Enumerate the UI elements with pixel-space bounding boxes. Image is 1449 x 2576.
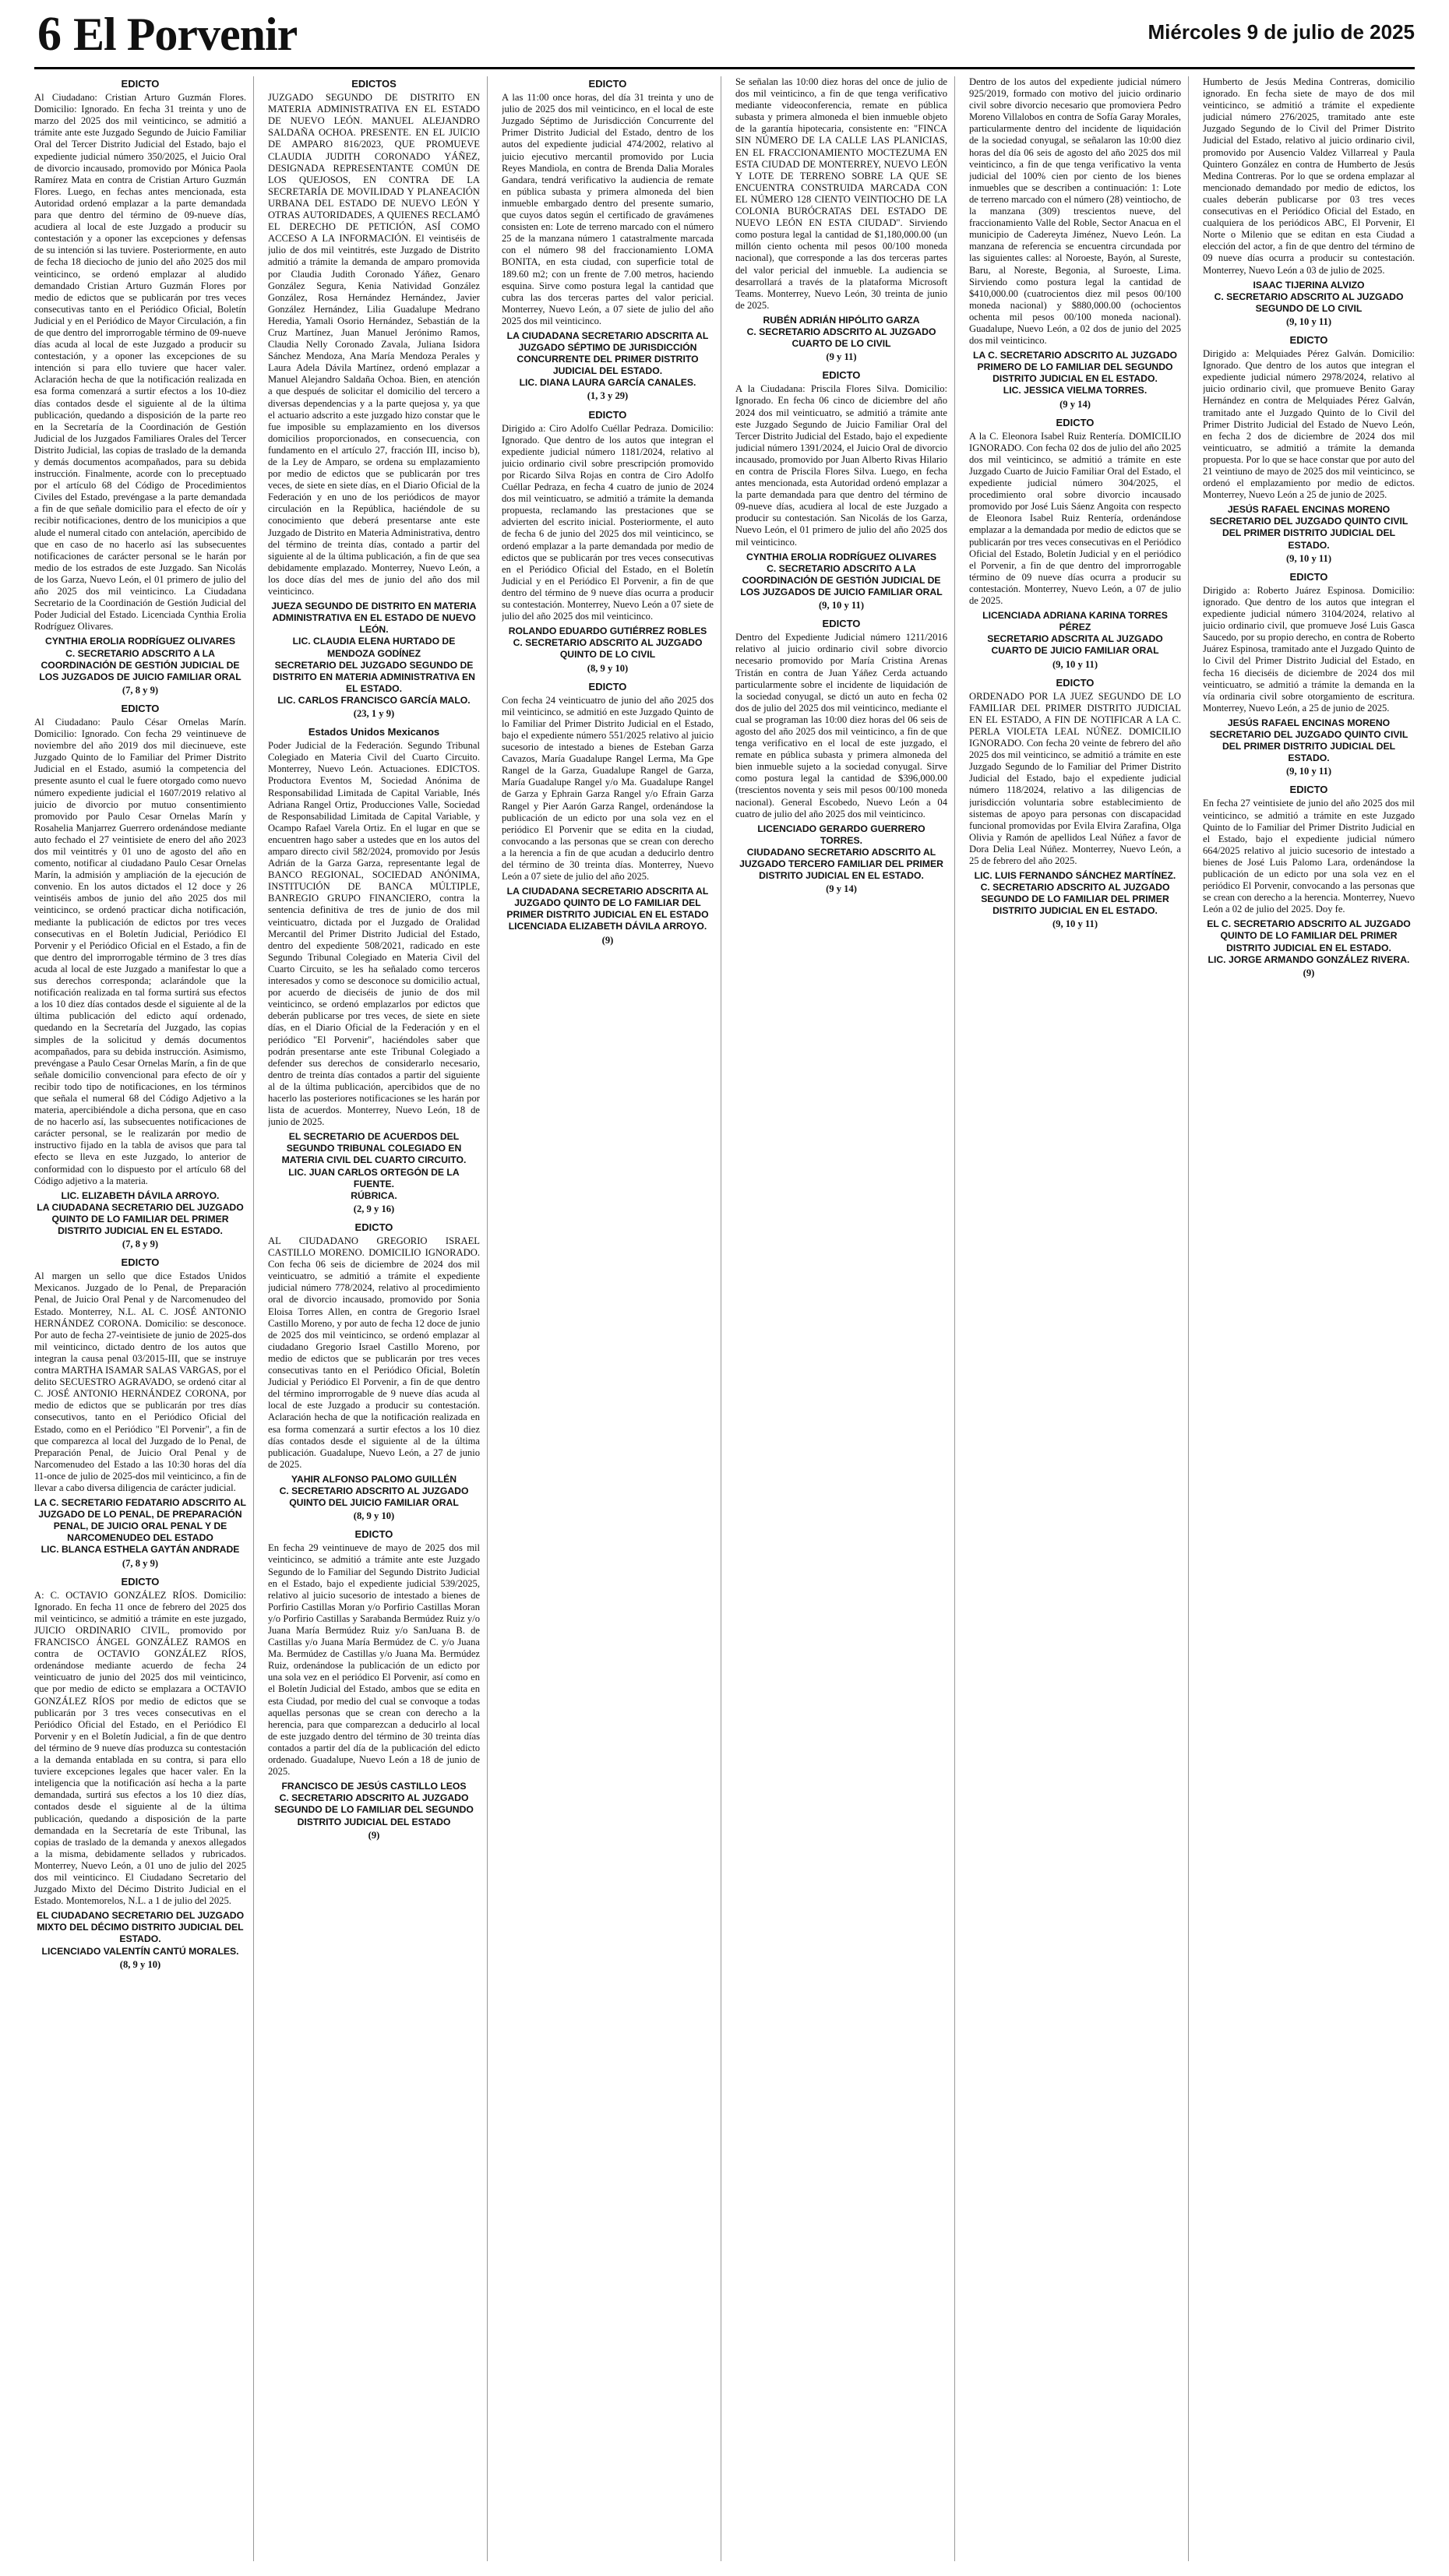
edict-body: ORDENADO POR LA JUEZ SEGUNDO DE LO FAMILIAR DEL PRIMER DISTRITO JUDICIAL EN EL ESTADO, A FIN DE NOTIFICAR A LA C. PERLA VIOLETA LEAL NÚÑEZ. DOMICILIO IGNORADO. Con fecha 20 veinte de febrero del año 2025 dos mil veinticinco, se admitió a trámite en este Juzgado Segundo de lo Familiar del Primer Distrito Judicial del Estado, bajo el expediente judicial número 118/2024, relativo a las diligencias de jurisdicción voluntaria sobre establecimiento de sistemas de apoyo para personas con discapacidad funcional promovidas por Evila Elvira Zarafina, Olga Olivia y Ramón de apellidos Leal Núñez a favor de Dora Delia Leal Núñez. Monterrey, Nuevo León, a 25 de febrero del año 2025. [969,690,1181,866]
edict-body: En fecha 27 veintisiete de junio del año 2025 dos mil veinticinco, se admitió a trámite en este Juzgado Quinto de lo Familiar del Primer Distrito Judicial en el Estado, bajo el expediente judicial número 664/2025 relativo al juicio sucesorio de intestado a bienes de José Luis Palomo Lara, ordenándose la publicación de un edicto por una sola vez en el periódico El Porvenir, convocando a las personas que se crean con derecho a la herencia. Monterrey, Nuevo León a 02 de julio del 2025. Doy fe. [1203,798,1415,915]
edict-body: En fecha 29 veintinueve de mayo de 2025 dos mil veinticinco, se admitió a trámite ante este Juzgado Segundo de lo Familiar del Segundo Distrito Judicial en el Estado, bajo el expediente judicial 539/2025, relativo al juicio sucesorio de intestado a bienes de Porfirio Castillas Moran y/o Porfirio Castillas Moran y/o Porfirio Castillas y Sarabanda Bermúdez Ruiz y/o Juana María Bermúdez Ruiz y/o SanJuana B. de Castillas y/o Juana María Bermúdez de C. y/o Juana Ma. Bermúdez de Castillas y/o Juana Ma. Bermúdez Ruiz, ordenándose la publicación de un edicto por una sola vez en el periódico El Porvenir, así como en el Boletín Judicial del Estado, ambos que se edita en esta Ciudad, por medio del cual se convoque a todas aquellas personas que se crean con derecho a la herencia, para que comparezcan a deducirlo al local de este juzgado dentro del término de 30 treinta días contados a partir del día de la publicación del edicto ordenado. Guadalupe, Nuevo León a 18 de junio de 2025. [268,1542,480,1778]
edict-signature: EL SECRETARIO DE ACUERDOS DEL SEGUNDO TRIBUNAL COLEGIADO EN MATERIA CIVIL DEL CUARTO CIRCUITO. LIC. JUAN CARLOS ORTEGÓN DE LA FUENTE. RÚBRICA. [281,1131,467,1201]
edict-publication-ref: (1, 3 y 29) [587,390,629,402]
edict-notice [969,677,1181,931]
edict-publication-ref: (8, 9 y 10) [587,662,629,674]
edict-publication-ref: (9 y 14) [1059,398,1091,410]
edict-notice [1203,784,1415,979]
edict-signature: EL CIUDADANO SECRETARIO DEL JUZGADO MIXTO DEL DÉCIMO DISTRITO JUDICIAL DEL ESTADO. LICENCIADO VALENTÍN CANTÚ MORALES. [36,1910,245,1957]
column-1 [34,76,254,2561]
edict-title: EDICTO [121,702,160,714]
edict-notice [502,409,714,675]
edict-publication-ref: (9) [1303,967,1315,978]
edict-title: EDICTO [588,408,627,421]
edict-signature: LA C. SECRETARIO ADSCRITO AL JUZGADO PRIMERO DE LO FAMILIAR DEL SEGUNDO DISTRITO JUDICIAL EN EL ESTADO. LIC. JESSICA VIELMA TORRES. [972,350,1178,396]
edict-publication-ref: (9, 10 y 11) [1052,658,1098,670]
edict-publication-ref: (9, 10 y 11) [1285,766,1332,777]
edict-title: EDICTO [1289,333,1328,346]
edict-notice [969,76,1181,411]
edict-publication-ref: (8, 9 y 10) [119,1958,161,1970]
edict-title: EDICTO [354,1528,393,1541]
column-2 [268,76,488,2561]
edict-body: A la Ciudadana: Priscila Flores Silva. Domicilio: Ignorado. En fecha 06 cinco de diciembre del año 2024 dos mil veinticuatro, se admitió a trámite ante este Juzgado Segundo de Juicio Familiar Oral del Tercer Distrito Judicial del Estado, bajo el expediente judicial número 1391/2024, el Juicio Oral de divorcio incausado, promovido por Juan Alberto Rivas Hilario en contra de Priscila Flores Silva. Luego, en fecha antes mencionada, esta Autoridad ordenó emplazar a la parte demandada para que dentro del término de 09-nueve días, acudiera al local de este Juzgado a producir su contestación. San Nicolás de los Garza, Nuevo León, el 01 primero de julio del año 2025 dos mil veinticinco. [735,383,947,548]
edict-body: Dentro del Expediente Judicial número 1211/2016 relativo al juicio ordinario civil sobre divorcio necesario promovido por María Cristina Arenas Tristán en contra de Juan Yáñez Cerda actuando particularmente sobre el incidente de liquidación de la sociedad conyugal, se dictó un auto en fecha 02 dos de julio del 2025 dos mil veinticinco, mediante el cual se programan las 10:00 diez horas del 06 seis de agosto del año 2025 dos mil veinticinco, a fin de que tenga verificativo en el local de este juzgado, el remate en pública subasta y primera almoneda del bien inmueble sujeto a la sociedad conyugal. Sirve como postura legal la cantidad de $396,000.00 (trescientos noventa y seis mil pesos 00/100 moneda nacional). General Escobedo, Nuevo León a 04 cuatro de julio del año 2025 dos mil veinticinco. [735,632,947,819]
edict-body: JUZGADO SEGUNDO DE DISTRITO EN MATERIA ADMINISTRATIVA EN EL ESTADO DE NUEVO LEÓN. MANUEL ALEJANDRO SALDAÑA OCHOA. PRESENTE. EN EL JUICIO DE AMPARO 816/2023, QUE PROMUEVE CLAUDIA JUDITH CORONADO YÁÑEZ, DESIGNADA REPRESENTANTE COMÚN DE LOS QUEJOSOS, EN CONTRA DE LA SECRETARÍA DE MOVILIDAD Y PLANEACIÓN URBANA DEL ESTADO DE NUEVO LEÓN Y OTRAS AUTORIDADES, A QUIENES RECLAMÓ EL DERECHO DE PETICIÓN, ASÍ COMO ACCESO A LA INFORMACIÓN. El veintiséis de julio de dos mil veintitrés, este Juzgado de Distrito admitió a trámite la demanda de amparo promovida por Claudia Judith Coronado Yáñez, Genaro González Segura, Kenia Natividad González González, Rosa Hernández Hernández, Javier González Hernández, Lilia Guadalupe Medrano Heredia, Yamali Osorio Hernández, Sebastián de la Cruz Martínez, Juan Manuel Jerónimo Ramos, Claudia Nelly Coronado Zavala, Juliana Isidora Sánchez Mendoza, Ana María Mendoza Perales y Laura Adela Dávila Martínez, ordenó emplazar a Manuel Alejandro Saldaña Ochoa. Bien, en atención a que después de solicitar el domicilio del tercero a diversas dependencias y a la parte quejosa y, ya que el actuario adscrito a este juzgado hizo constar que le fue imposible su emplazamiento en los diversos domicilios proporcionados, en consecuencia, con fundamento en el artículo 27, fracción III, inciso b), de la Ley de Amparo, se ordena su emplazamiento por medio de edictos que se publicarán por tres veces, de siete en siete días, en el Diario Oficial de la Federación y en uno de los periódicos de mayor circulación en la República, haciéndole de su conocimiento que deberá presentarse ante este Juzgado de Distrito en Materia Administrativa, dentro del término de treinta días, contado a partir del siguiente al de la última publicación, a fin de que sea debidamente emplazado. Monterrey, Nuevo León, a los doce días del mes de junio del año dos mil veinticinco. [268,92,480,597]
edict-title: EDICTO [1056,676,1095,689]
edict-title: EDICTO [121,1575,160,1588]
edict-notice [268,1221,480,1522]
edict-title: Estados Unidos Mexicanos [308,726,440,738]
edict-signature: LICENCIADO GERARDO GUERRERO TORRES. CIUDADANO SECRETARIO ADSCRITO AL JUZGADO TERCERO FAMILIAR DEL PRIMER DISTRITO JUDICIAL EN EL ESTADO. [739,823,943,882]
edict-notice [502,78,714,403]
edict-signature: LIC. ELIZABETH DÁVILA ARROYO. LA CIUDADANA SECRETARIO DEL JUZGADO QUINTO DE LO FAMILIAR DEL PRIMER DISTRITO JUDICIAL EN EL ESTADO. [37,1189,244,1236]
edict-title: EDICTO [121,78,160,90]
edict-body: A las 11:00 once horas, del día 31 treinta y uno de julio de 2025 dos mil veinticinco, en el local de este Juzgado Séptimo de Jurisdicción Concurrente del Primer Distrito Judicial del Estado, dentro de los autos del expediente judicial 474/2002, relativo al juicio ejecutivo mercantil promovido por Lucia Reyes Mandiola, en contra de Brenda Dalia Morales Gandara, tendrá verificativo la audiencia de remate en pública subasta y primera almoneda del bien inmueble embargado dentro del presente sumario, que cuyos datos según el certificado de gravámenes consisten en: Lote de terreno marcado con el número 25 de la manzana número 1 catastralmente marcada con el número 98 del fraccionamiento LOMA BONITA, en esta ciudad, con superficie total de 189.60 m2; con un frente de 7.00 metros, haciendo esquina. Sirve como postura legal la cantidad que cubra las dos terceras partes del valor pericial. Monterrey, Nuevo León, a 07 siete de julio del año 2025 dos mil veinticinco. [502,92,714,326]
edict-signature: LA CIUDADANA SECRETARIO ADSCRITA AL JUZGADO QUINTO DE LO FAMILIAR DEL PRIMER DISTRITO JUDICIAL EN EL ESTADO LICENCIADA ELIZABETH DÁVILA ARROYO. [506,886,709,932]
edict-notice [735,76,947,363]
edict-notice [1203,571,1415,778]
edict-notice [969,417,1181,671]
edict-notice [735,369,947,611]
edict-body: Dirigido a: Melquiades Pérez Galván. Domicilio: Ignorado. Que dentro de los autos que integran el expediente judicial número 2978/2024, relativo al juicio ordinario civil, que promueve Benito Garay Hernández en contra de Melquiades Pérez Galván, tramitado ante el Juzgado Quinto de lo Civil del Primer Distrito Judicial del Estado de Nuevo León, en fecha 2 dos de diciembre de 2024 dos mil veinticuatro, se admitió a trámite la demanda propuesta. Por lo que se hace constar que por auto del 21 veintiuno de mayo de 2025 dos mil veinticinco, se ordenó el emplazamiento por medio de edictos. Monterrey, Nuevo León a 25 de junio de 2025. [1203,348,1415,501]
edict-signature: ROLANDO EDUARDO GUTIÉRREZ ROBLES C. SECRETARIO ADSCRITO AL JUZGADO QUINTO DE LO CIVIL [508,625,707,661]
edict-publication-ref: (9 y 11) [826,351,857,363]
edict-publication-ref: (8, 9 y 10) [353,1510,395,1522]
edict-signature: JESÚS RAFAEL ENCINAS MORENO SECRETARIO DEL JUZGADO QUINTO CIVIL DEL PRIMER DISTRITO JUDICIAL DEL ESTADO. [1209,717,1408,764]
edict-body: Al Ciudadano: Cristian Arturo Guzmán Flores. Domicilio: Ignorado. En fecha 31 treinta y uno de marzo del 2025 dos mil veinticinco, se admitió a trámite ante este Juzgado Segundo de Juicio Familiar Oral del Tercer Distrito Judicial del Estado, bajo el expediente judicial número 350/2025, el Juicio Oral de divorcio incausado, promovido por Mónica Paola Ramírez Mata en contra de Cristian Arturo Guzmán Flores. Luego, en fechas antes mencionada, esta Autoridad ordenó emplazar a la parte demandada para que dentro del término de 09-nueve días, acudiera al local de este Juzgado a producir su contestación y a oponer las excepciones y defensas de su intención si las tuviere. Posteriormente, en auto de fecha 18 dieciocho de junio del año 2025 dos mil veinticinco, se ordenó emplazar al aludido demandado Cristian Arturo Guzmán Flores por medio de edictos que se publicarán por tres veces consecutivas tanto en el Periódico Oficial, Boletín Judicial y en el Periódico de Mayor Circulación, a fin de que dentro del improrrogable término de 09-nueve días acuda al local de este Juzgado a producir su contestación, y a oponer las excepciones de su intención si para ello tuviere que hacer valer. Aclaración hecha de que la notificación realizada en esa forma comenzará a surtir efectos a los 10-diez días contados desde el siguiente al de la última publicación, quedando a disposición de la parte reo en la Secretaría de la Coordinación de Gestión Judicial de los Juzgados Familiares Orales del Tercer Distrito Judicial, las copias de traslado de la demanda y demás documentos acompañados, para su debida instrucción. Finalmente, acorde con lo preceptuado por el artículo 68 del Código de Procedimientos Civiles del Estado, prevéngase a la parte demandada a fin de que señale domicilio para el efecto de oír y recibir notificaciones, dentro de los municipios a que alude el numeral citado con antelación, apercibido de que en caso de no hacerlo así las subsecuentes notificaciones de carácter personal se le harán por medio de los estrados de este Juzgado. San Nicolás de los Garza, Nuevo León, el 01 primero de julio del año 2025 dos mil veinticinco. La Ciudadana Secretario de la Coordinación de Gestión Judicial del Poder Judicial del Estado. Licenciada Cynthia Erolia Rodríguez Olivares. [34,92,246,633]
edict-title: EDICTO [588,78,627,90]
edict-notice [268,1528,480,1841]
edict-body: Humberto de Jesús Medina Contreras, domicilio ignorado. En fecha siete de mayo de dos mil veinticinco, se admitió a trámite el expediente judicial número 276/2025, tramitado ante este Juzgado Segundo de lo Civil del Primer Distrito Judicial del Estado, relativo al juicio ordinario civil, promovido por Ausencio Valdez Villarreal y Paula Quintero González en contra de Humberto de Jesús Medina Contreras. Por lo que se ordena emplazar al mencionado demandado por medio de edictos, los cuales deberán publicarse por 03 tres veces consecutivas en el Periódico Oficial del Estado, en cualquiera de los periódicos ABC, El Porvenir, El Norte o Milenio que se editan en esta Ciudad a elección del actor, a fin de que dentro del término de 09 nueve días ocurra a producir su contestación. Monterrey, Nuevo León a 03 de julio de 2025. [1203,76,1415,276]
edict-signature: FRANCISCO DE JESÚS CASTILLO LEOS C. SECRETARIO ADSCRITO AL JUZGADO SEGUNDO DE LO FAMILIAR DEL SEGUNDO DISTRITO JUDICIAL DEL ESTADO [274,1781,474,1827]
edict-body: Con fecha 24 veinticuatro de junio del año 2025 dos mil veinticinco, se admitió en este Juzgado Quinto de lo Familiar del Primer Distrito Judicial en el Estado, bajo el expediente número 551/2025 relativo al juicio sucesorio de intestado a bienes de Esteban Garza Cavazos, María Guadalupe Rangel Lerma, Ma Gpe Rangel de la Garza, Guadalupe Rangel de Garza, María Guadalupe Rangel y/o Ma. Guadalupe Rangel de Garza y Ephrain Garza Rangel y/o Efrain Garza Rangel y Pier Aarón Garza Rangel, ordenándose la publicación de un edicto por una sola vez en el periódico El Porvenir que se edita en la ciudad, convocando a las personas que se crean con derecho a la herencia a fin de que acudan a deducirlo dentro del término de 30 treinta días. Monterrey, Nuevo León a 07 siete de julio del año 2025. [502,694,714,883]
edict-publication-ref: (9, 10 y 11) [1285,315,1332,327]
edict-publication-ref: (9) [601,934,614,946]
edict-body: Al margen un sello que dice Estados Unidos Mexicanos. Juzgado de lo Penal, de Preparación Penal, de Juicio Oral Penal y de Narcomenudeo del Estado. Monterrey, N.L. AL C. JOSÉ ANTONIO HERNÁNDEZ CORONA. Domicilio: se desconoce. Por auto de fecha 27-veintisiete de junio de 2025-dos mil veinticinco, dictado dentro de los autos que integran la causa penal 03/2015-III, que se instruye contra MARTHA ISAMAR SALAS VARGAS, por el delito SECUESTRO AGRAVADO, se ordenó citar al C. JOSÉ ANTONIO HERNÁNDEZ CORONA, por medio de edictos que se publicarán por tres días consecutivos, tanto en el Periódico Oficial del Estado, como en el Periódico "El Porvenir", a fin de que comparezca al local del Juzgado de lo Penal, de Preparación Penal, de Juicio Oral Penal y de Narcomenudeo del Estado a las 10:30 horas del día 11-once de julio de 2025-dos mil veinticinco, a fin de llevar a cabo diversa diligencia de carácter judicial. [34,1270,246,1493]
edict-notice [502,681,714,946]
edict-body: Dirigido a: Ciro Adolfo Cuéllar Pedraza. Domicilio: Ignorado. Que dentro de los autos que integran el expediente judicial número 1181/2024, relativo al juicio ordinario civil sobre prescripción promovido por Ricardo Silva Rojas en contra de Ciro Adolfo Cuéllar Pedraza, en fecha 4 cuatro de junio de 2024 dos mil veinticuatro, se admitió a trámite la demanda propuesta, reclamando las prestaciones que se advierten del escrito inicial. Posteriormente, el auto de fecha 6 de junio del 2025 dos mil veinticinco, se ordenó emplazar a la parte demandada por medio de edictos que se publicarán por tres veces consecutivas en el Periódico Oficial del Estado, en el Boletín Judicial y en el Periódico El Porvenir, a fin de que dentro del término de 9 nueve días ocurra a producir su contestación. Monterrey, Nuevo León a 07 siete de julio del año 2025 dos mil veinticinco. [502,422,714,622]
edict-notice [34,78,246,696]
column-5 [969,76,1189,2561]
column-6 [1203,76,1415,2561]
edict-publication-ref: (7, 8 y 9) [122,1557,159,1569]
page-number: 6 [37,8,62,61]
newspaper-title: El Porvenir [73,9,298,60]
edict-signature: JUEZA SEGUNDO DE DISTRITO EN MATERIA ADMINISTRATIVA EN EL ESTADO DE NUEVO LEÓN. LIC. CLAUDIA ELENA HURTADO DE MENDOZA GODÍNEZ SECRETARIO DEL JUZGADO SEGUNDO DE DISTRITO EN MATERIA ADMINISTRATIVA EN EL ESTADO. LIC. CARLOS FRANCISCO GARCÍA MALO. [271,601,477,706]
edict-publication-ref: (9) [368,1829,380,1841]
edict-signature: RUBÉN ADRIÁN HIPÓLITO GARZA C. SECRETARIO ADSCRITO AL JUZGADO CUARTO DE LO CIVIL [746,314,936,350]
edict-body: Al Ciudadano: Paulo César Ornelas Marín. Domicilio: Ignorado. Con fecha 29 veintinueve de noviembre del año 2019 dos mil diecinueve, este Juzgado Quinto de lo Familiar del Primer Distrito Judicial en el Estado, asumió la competencia del presente asunto el cual le fuere otorgado como nuevo número expediente judicial el 1607/2019 relativo al juicio de divorcio por mutuo consentimiento promovido por Paulo Cesar Ornelas Marín y Rosahelia Manjarrez Guerrero ordenándose mediante auto fechado el 27 veintisiete de enero del año 2023 dos mil veintitrés y 01 uno de agosto del año en comento, notificar al ciudadano Paulo Cesar Ornelas Marín, la admisión y ampliación de la ejecución de convenio. En los autos dictados el 12 doce y 26 veintiséis ambos de junio del año 2025 dos mil veinticinco, se ordenó practicar dicha notificación, mediante la publicación de edictos por tres veces consecutivas en el Boletín Judicial, Periódico El Porvenir y el Periódico Oficial en el Estado, a fin de que dentro del improrrogable término de 3 tres días acuda al local de este Juzgado a manifestar lo que a sus derechos corresponda; aclarándole que la notificación realizada en tal forma surtirá sus efectos a los 10 diez días contados desde el siguiente al de la última publicación del edicto aquí ordenado, quedando en la Secretaría del Juzgado, las copias simples de la solicitud y demás documentos acompañados, para su debida instrucción. Asimismo, prevéngase a Paulo Cesar Ornelas Marín, a fin de que señale domicilio convencional para efecto de oír y recibir todo tipo de notificaciones, en los términos que señala el numeral 68 del Código Adjetivo a la materia, apercibiéndole a dicha persona, que en caso de no hacerlo así, las subsecuentes notificaciones de carácter personal, se le realizarán por medio de instructivo fijado en la tabla de avisos que para tal efecto se lleva en este Juzgado, lo anterior de conformidad con lo dispuesto por el artículo 68 del Código adjetivo a la materia. [34,716,246,1186]
edict-signature: LA CIUDADANA SECRETARIO ADSCRITA AL JUZGADO SÉPTIMO DE JURISDICCIÓN CONCURRENTE DEL PRIMER DISTRITO JUDICIAL DEL ESTADO. LIC. DIANA LAURA GARCÍA CANALES. [506,329,709,389]
edict-signature: LICENCIADA ADRIANA KARINA TORRES PÉREZ SECRETARIO ADSCRITA AL JUZGADO CUARTO DE JUICIO FAMILIAR ORAL [982,610,1168,657]
edict-title: EDICTO [588,680,627,692]
edict-body: A la C. Eleonora Isabel Ruiz Rentería. DOMICILIO IGNORADO. Con fecha 02 dos de julio del año 2025 dos mil veinticinco, se admitió a trámite en este Juzgado Cuarto de Juicio Familiar Oral del Estado, el expediente judicial número 304/2025, el procedimiento oral sobre divorcio incausado promovido por José Luis Sáenz Angoita con respecto de Eleonora Isabel Ruiz Rentería, ordenándose emplazar a la demandada por medio de edictos que se publicarán por tres veces consecutivas en el Periódico Oficial del Estado, Boletín Judicial y en el periódico el Porvenir, a fin de que dentro del improrrogable término de 09 nueve días ocurra a producir su contestación. Monterrey, Nuevo León, a 07 de julio de 2025. [969,430,1181,607]
edict-body: A: C. OCTAVIO GONZÁLEZ RÍOS. Domicilio: Ignorado. En fecha 11 once de febrero del 2025 dos mil veinticinco, se admitió a trámite en este juzgado, JUICIO ORDINARIO CIVIL, promovido por FRANCISCO ÁNGEL GONZÁLEZ RAMOS en contra de OCTAVIO GONZÁLEZ RÍOS, ordenándose mediante acuerdo de fecha 24 veinticuatro de junio del 2025 dos mil veinticinco, que por medio de edicto se emplazara a OCTAVIO GONZÁLEZ RÍOS por medio de edictos que se publicarán por 3 tres veces consecutivas en el Periódico Oficial del Estado, en el Periódico El Porvenir y en el Boletín Judicial, a fin de que dentro del término de 9 nueve días produzca su contestación a la demanda entablada en su contra, si para ello tuviere excepciones legales que hacer valer. En la inteligencia que la notificación así hecha a la parte demandada, surtirá sus efectos a los 10 diez días, contados desde el siguiente al de la última publicación, quedando a disposición de la parte demandada en la Secretaría de este Tribunal, las copias de traslado de la demanda y anexos allegados a la misma, debidamente sellados y rubricados. Monterrey, Nuevo León, a 01 uno de julio del 2025 dos mil veinticinco. El Ciudadano Secretario del Juzgado Mixto del Décimo Distrito Judicial en el Estado. Montemorelos, N.L. a 1 de julio del 2025. [34,1589,246,1907]
issue-date: Miércoles 9 de julio de 2025 [1148,20,1415,44]
edict-signature: CYNTHIA EROLIA RODRÍGUEZ OLIVARES C. SECRETARIO ADSCRITO A LA COORDINACIÓN DE GESTIÓN JUDICIAL DE LOS JUZGADOS DE JUICIO FAMILIAR ORAL [740,551,943,597]
masthead-bar [0,0,1449,69]
column-3 [502,76,721,2561]
edict-publication-ref: (9, 10 y 11) [1285,552,1332,564]
edict-publication-ref: (9, 10 y 11) [818,600,865,611]
edict-publication-ref: (7, 8 y 9) [122,1239,159,1250]
edict-title: EDICTO [1289,570,1328,583]
edict-signature: ISAAC TIJERINA ALVIZO C. SECRETARIO ADSCRITO AL JUZGADO SEGUNDO DE LO CIVIL [1214,279,1404,314]
edict-publication-ref: (2, 9 y 16) [353,1203,395,1214]
edict-body: AL CIUDADANO GREGORIO ISRAEL CASTILLO MORENO. DOMICILIO IGNORADO. Con fecha 06 seis de diciembre de 2024 dos mil veinticuatro, se admitió a trámite el expediente judicial número 778/2024, relativo al procedimiento oral de divorcio incausado, promovido por Sonia Eloisa Torres Allen, en contra de Gregorio Israel Castillo Moreno, y por auto de fecha 12 doce de junio de 2025 dos mil veinticinco, se ordenó emplazar al ciudadano Gregorio Israel Castillo Moreno, por medio de edictos que se publicarán por tres veces consecutivas tanto en el Periódico Oficial, Boletín Judicial y Periódico El Porvenir, a fin de que dentro del término improrrogable de 9 nueve días acuda al local de este Juzgado a producir su contestación. Aclaración hecha de que la notificación realizada en esa forma comenzará a surtir efectos a los 10 diez días contados desde el siguiente al de la última publicación. Guadalupe, Nuevo León, a 27 de junio de 2025. [268,1235,480,1470]
edict-signature: LA C. SECRETARIO FEDATARIO ADSCRITO AL JUZGADO DE LO PENAL, DE PREPARACIÓN PENAL, DE JUICIO ORAL PENAL Y DE NARCOMENUDEO DEL ESTADO LIC. BLANCA ESTHELA GAYTÁN ANDRADE [34,1497,246,1556]
edict-signature: YAHIR ALFONSO PALOMO GUILLÉN C. SECRETARIO ADSCRITO AL JUZGADO QUINTO DEL JUICIO FAMILIAR ORAL [279,1473,469,1509]
edict-body: Dirigido a: Roberto Juárez Espinosa. Domicilio: ignorado. Que dentro de los autos que integran el expediente judicial número 3104/2024, relativo al juicio ordinario civil, que promueve José Luis Gasca Saucedo, por su propio derecho, en contra de Roberto Juárez Espinosa, tramitado ante el Juzgado Quinto de lo Civil del Primer Distrito Judicial del Estado, en fecha 16 dieciséis de diciembre de 2024 dos mil veinticuatro, se admitió a trámite la demanda en la vía ordinaria civil sobre otorgamiento de escritura. Monterrey, Nuevo León, a 25 de junio de 2025. [1203,584,1415,714]
edict-notice [1203,76,1415,328]
column-4 [735,76,955,2561]
edict-body: Se señalan las 10:00 diez horas del once de julio de dos mil veinticinco, a fin de que tenga verificativo mediante videoconferencia, remate en pública subasta y primera almoneda el bien inmueble objeto de la garantía hipotecaria, consistente en: "FINCA SIN NÚMERO DE LA CALLE LAS PLANICIAS, EN EL FRACCIONAMIENTO MOCTEZUMA EN ESTA CIUDAD DE MONTERREY, NUEVO LEÓN Y LOTE DE TERRENO SOBRE LA QUE SE ENCUENTRA CONSTRUIDA MARCADA CON EL NÚMERO 128 CIENTO VEINTIOCHO DE LA COLONIA BURÓCRATAS DEL ESTADO DE NUEVO LEÓN EN ESTA CIUDAD". Sirviendo como postura legal la cantidad de $1,180,000.00 (un millón ciento ochenta mil pesos 00/100 moneda nacional), que corresponde a las dos terceras partes del valor pericial del inmueble. La audiencia se desarrollará a través de la plataforma Microsoft Teams. Monterrey, Nuevo León, 30 treinta de junio de 2025. [735,76,947,311]
edict-title: EDICTOS [351,78,397,90]
edict-signature: JESÚS RAFAEL ENCINAS MORENO SECRETARIO DEL JUZGADO QUINTO CIVIL DEL PRIMER DISTRITO JUDICIAL DEL ESTADO. [1209,504,1408,551]
header-rule [34,67,1415,69]
edict-notice [1203,334,1415,565]
edict-publication-ref: (9, 10 y 11) [1052,918,1098,930]
edict-title: EDICTO [354,1221,393,1233]
edict-body: Poder Judicial de la Federación. Segundo Tribunal Colegiado en Materia Civil del Cuarto Circuito. Monterrey, Nuevo León. Actuaciones. EDICTOS. Productora Eventos M, Sociedad Anónima de Responsabilidad Limitada de Capital Variable, Inés Adriana Rangel Ortiz, Producciones Valle, Sociedad de Responsabilidad Limitada de Capital Variable, y Ocampo Rafael Varela Ortiz. En el lugar en que se encuentren hago saber a ustedes que en los autos del amparo directo civil 582/2024, promovido por Jesús Adrián de la Garza Garza, representante legal de BANCO REGIONAL, SOCIEDAD ANÓNIMA, INSTITUCIÓN DE BANCA MÚLTIPLE, BANREGIO GRUPO FINANCIERO, contra la sentencia definitiva de tres de junio de dos mil veinticuatro, dictada por el Juzgado de Oralidad Mercantil del Primer Distrito Judicial del Estado, dentro del expediente 508/2021, radicado en este Segundo Tribunal Colegiado en Materia Civil del Cuarto Circuito, se les ha señalado como terceros interesados y como se desconoce su domicilio actual, por acuerdo de dieciséis de junio de dos mil veinticinco, se ordenó emplazarlos por edictos que deberán publicarse por tres veces, de siete en siete días, en el Diario Oficial de la Federación y en el periódico "El Porvenir", haciéndoles saber que podrán presentarse ante este Tribunal Colegiado a defender sus derechos de considerarlo necesario, dentro de treinta días contados a partir del siguiente al de la última publicación, apercibidos que de no hacerlo las posteriores notificaciones se les harán por lista de acuerdos. Monterrey, Nuevo León, 18 de junio de 2025. [268,740,480,1128]
edict-publication-ref: (7, 8 y 9) [122,684,159,696]
edict-publication-ref: (9 y 14) [826,883,857,895]
edict-notice [268,726,480,1215]
edict-signature: LIC. LUIS FERNANDO SÁNCHEZ MARTÍNEZ. C. SECRETARIO ADSCRITO AL JUZGADO SEGUNDO DE LO FAMILIAR DEL PRIMER DISTRITO JUDICIAL EN EL ESTADO. [974,870,1176,917]
edict-title: EDICTO [1289,784,1328,796]
edict-signature: CYNTHIA EROLIA RODRÍGUEZ OLIVARES C. SECRETARIO ADSCRITO A LA COORDINACIÓN DE GESTIÓN JUDICIAL DE LOS JUZGADOS DE JUICIO FAMILIAR ORAL [39,636,242,682]
edict-notice [34,1576,246,1971]
edict-signature: EL C. SECRETARIO ADSCRITO AL JUZGADO QUINTO DE LO FAMILIAR DEL PRIMER DISTRITO JUDICIAL EN EL ESTADO. LIC. JORGE ARMANDO GONZÁLEZ RIVERA. [1207,918,1411,965]
edict-title: EDICTO [1056,416,1095,428]
edict-title: EDICTO [822,618,861,630]
edict-notice [34,703,246,1250]
edict-notice [735,618,947,895]
edict-body: Dentro de los autos del expediente judicial número 925/2019, formado con motivo del juicio ordinario civil sobre divorcio necesario que promoviera Pedro Moreno Villalobos en contra de Sofía Garay Morales, particularmente dentro del incidente de liquidación de la sociedad conyugal, se señalaron las 10:00 diez horas del día 06 seis de agosto del año 2025 dos mil veinticinco, a fin de que tenga verificativo la venta judicial del 100% cien por ciento de los bienes inmuebles que se describen a continuación: 1: Lote de terreno marcado con el número (28) veintiocho, de la manzana (309) trescientos nueve, del fraccionamiento Valle del Roble, Sector Anacua en el municipio de Cadereyta Jiménez, Nuevo León. La manzana de referencia se encuentra circundada por las siguientes calles: al Noroeste, Bayón, al Sureste, Baru, al Noreste, Begonia, al Suroeste, Lima. Sirviendo como postura legal la cantidad de $410,000.00 (cuatrocientos diez mil pesos 00/100 moneda nacional) y $880,000.00 (ochocientos ochenta mil pesos 00/100 moneda nacional). Guadalupe, Nuevo León, a 02 dos de junio del 2025 dos mil veinticinco. [969,76,1181,347]
edict-notice [34,1256,246,1569]
edict-publication-ref: (23, 1 y 9) [353,707,395,719]
edict-title: EDICTO [121,1256,160,1269]
edicts-columns [34,76,1415,2561]
edict-title: EDICTO [822,369,861,382]
edict-notice [268,78,480,720]
